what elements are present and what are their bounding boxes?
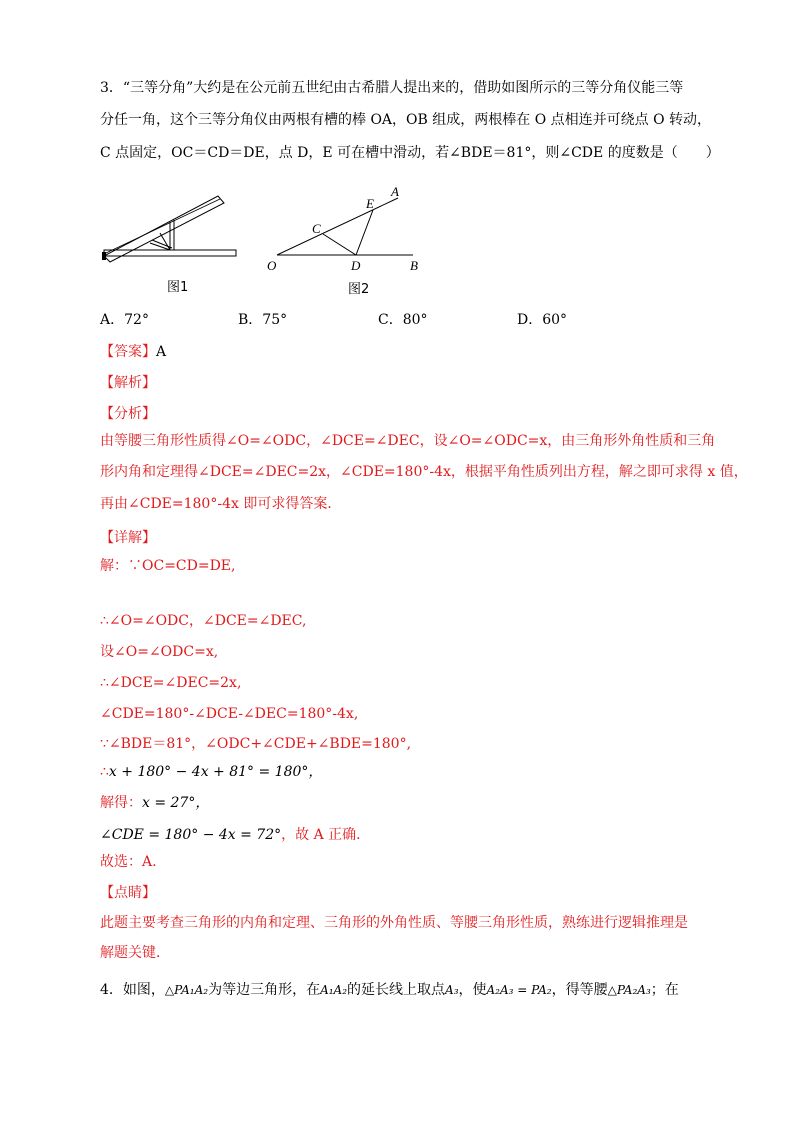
dianjing-line-2: 解题关键． xyxy=(100,945,170,961)
choice-a: A．72° xyxy=(100,312,149,328)
detail-step-4: ∴∠DCE=∠DEC=2x, xyxy=(100,675,242,691)
detail-step-7: ∴x + 180° − 4x + 81° = 180°， xyxy=(100,764,323,780)
label-E: E xyxy=(366,196,374,211)
fenxi-line-1: 由等腰三角形性质得∠O=∠ODC，∠DCE=∠DEC，设∠O=∠ODC=x，由三角形外角性质和三角 xyxy=(100,433,716,449)
label-O: O xyxy=(267,258,277,273)
analysis-tag: 【解析】 xyxy=(100,375,156,391)
detail-step-1: 解：∵OC=CD=DE, xyxy=(100,558,236,574)
q3-line-1: 3．“三等分角”大约是在公元前五世纪由古希腊人提出来的，借助如图所示的三等分角仪能三等 xyxy=(100,80,684,96)
detail-step-3: 设∠O=∠ODC=x, xyxy=(100,644,219,660)
dianjing-line-1: 此题主要考查三角形的内角和定理、三角形的外角性质、等腰三角形性质，熟练进行逻辑推理是 xyxy=(100,915,688,931)
detail-step-8: 解得：x = 27°， xyxy=(100,795,210,811)
answer-line: 【答案】A xyxy=(100,344,167,360)
fenxi-line-3: 再由∠CDE=180°-4x 即可求得答案． xyxy=(100,496,342,512)
q4-line-1: 4．如图，△PA₁A₂为等边三角形，在A₁A₂的延长线上取点A₃，使A₂A₃ = PA₂，得等腰△PA₂A₃；在 xyxy=(100,982,679,998)
label-B: B xyxy=(410,258,418,273)
detail-step-6: ∵∠BDE＝81°，∠ODC+∠CDE+∠BDE=180°, xyxy=(100,736,412,752)
detail-step-5: ∠CDE=180°-∠DCE-∠DEC=180°-4x, xyxy=(100,706,359,722)
label-A: A xyxy=(391,184,399,199)
fenxi-tag: 【分析】 xyxy=(100,406,156,422)
choice-b: B．75° xyxy=(238,312,288,328)
choice-c: C．80° xyxy=(378,312,428,328)
figure-1-caption: 图1 xyxy=(167,280,189,295)
q3-line-2: 分任一角，这个三等分角仪由两根有槽的棒 OA，OB 组成，两根棒在 O 点相连并可绕点 O 转动， xyxy=(100,112,712,128)
detail-step-9: ∠CDE = 180° − 4x = 72°，故 A 正确． xyxy=(100,827,371,843)
label-C: C xyxy=(312,221,321,236)
label-D: D xyxy=(351,258,361,273)
detail-step-10: 故选：A. xyxy=(100,854,157,870)
detail-step-2: ∴∠O=∠ODC，∠DCE=∠DEC, xyxy=(100,613,307,629)
q3-line-3: C 点固定，OC＝CD＝DE，点 D，E 可在槽中滑动，若∠BDE＝81°，则∠CDE 的度数是（ ） xyxy=(100,145,720,161)
figure-2-caption: 图2 xyxy=(348,282,370,297)
figure-2-diagram xyxy=(265,180,440,275)
figure-1-trisector xyxy=(100,170,245,270)
choice-d: D．60° xyxy=(517,312,568,328)
dianjing-tag: 【点睛】 xyxy=(100,885,156,901)
detail-tag: 【详解】 xyxy=(100,530,156,546)
fenxi-line-2: 形内角和定理得∠DCE=∠DEC=2x，∠CDE=180°-4x，根据平角性质列出方程，解之即可求得 x 值， xyxy=(100,464,748,480)
